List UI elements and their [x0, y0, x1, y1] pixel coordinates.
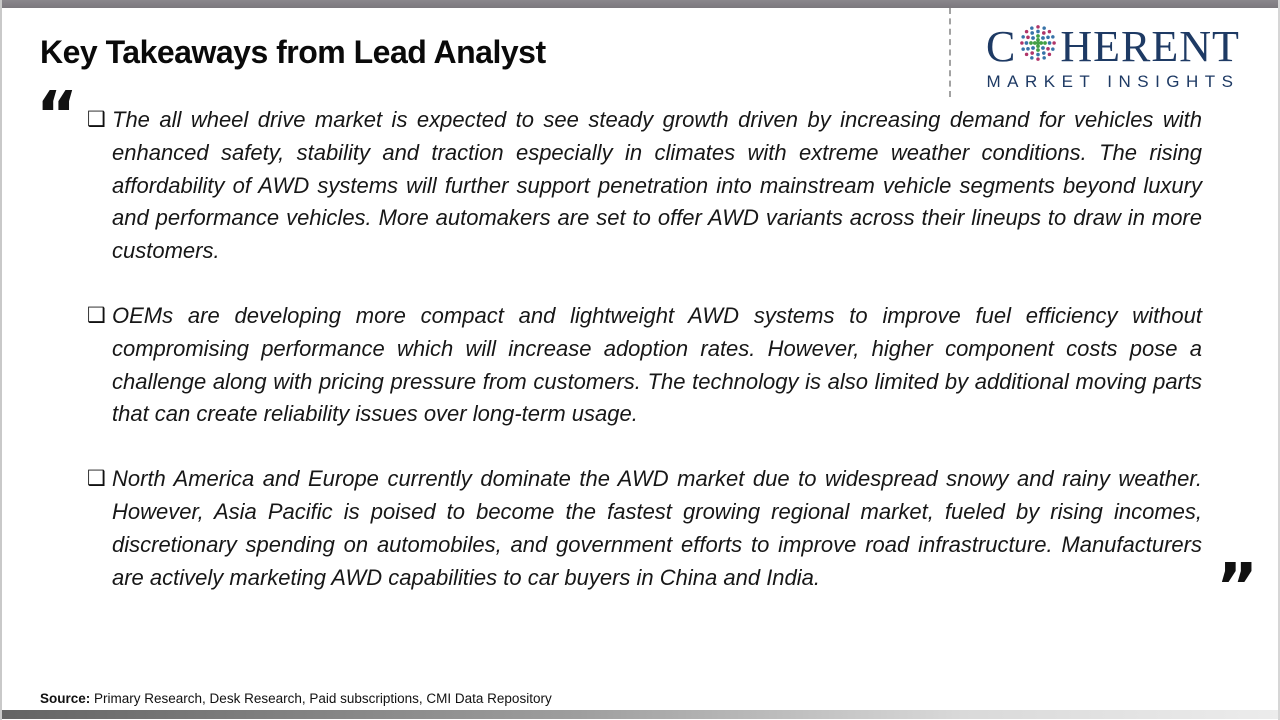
source-line	[40, 691, 552, 706]
takeaway-item	[87, 463, 1202, 594]
source-text: Primary Research, Desk Research, Paid subscriptions, CMI Data Repository	[94, 691, 552, 706]
coherent-logo	[964, 22, 1262, 90]
takeaway-text: North America and Europe currently dominate the AWD market due to widespread snowy and rainy weather. However, Asia Pacific is poised to become the fastest growing regional market, fueled by rising incomes, discretionary spending on automobiles, and government efforts to improve road infrastructure. Manufacturers are actively marketing AWD capabilities to car buyers in China and India.	[112, 466, 1202, 590]
takeaways-list	[87, 104, 1202, 594]
globe-dots-icon	[1017, 22, 1059, 64]
takeaway-item	[87, 104, 1202, 268]
checkbox-bullet-icon: ❑	[87, 303, 106, 327]
bottom-border-bar	[2, 710, 1280, 719]
checkbox-bullet-icon: ❑	[87, 108, 106, 131]
takeaway-text: OEMs are developing more compact and lightweight AWD systems to improve fuel efficiency without compromising performance which will increase adoption rates. However, higher component costs pose a challenge along with pricing pressure from customers. The technology is also limited by additional moving parts that can create reliability issues over long-term usage.	[112, 302, 1202, 427]
close-quote-mark: ”	[1216, 551, 1259, 625]
open-quote-mark: “	[36, 79, 79, 153]
takeaway-text: The all wheel drive market is expected to see steady growth driven by increasing demand for vehicles with enhanced safety, stability and traction especially in climates with extreme weather conditions. The rising affordability of AWD systems will further support penetration into mainstream vehicle segments beyond luxury and performance vehicles. More automakers are set to offer AWD variants across their lineups to draw in more customers.	[112, 107, 1202, 264]
logo-letters-rest: HERENT	[1060, 22, 1240, 71]
logo-letter-c: C	[986, 22, 1017, 71]
top-border-bar	[2, 0, 1280, 8]
logo-wordmark	[964, 22, 1262, 69]
checkbox-bullet-icon: ❑	[87, 467, 106, 491]
takeaway-item	[87, 300, 1202, 431]
page-title: Key Takeaways from Lead Analyst	[40, 34, 546, 70]
source-label: Source:	[40, 691, 91, 706]
logo-tagline: MARKET INSIGHTS	[986, 72, 1240, 91]
logo-divider	[949, 8, 951, 97]
